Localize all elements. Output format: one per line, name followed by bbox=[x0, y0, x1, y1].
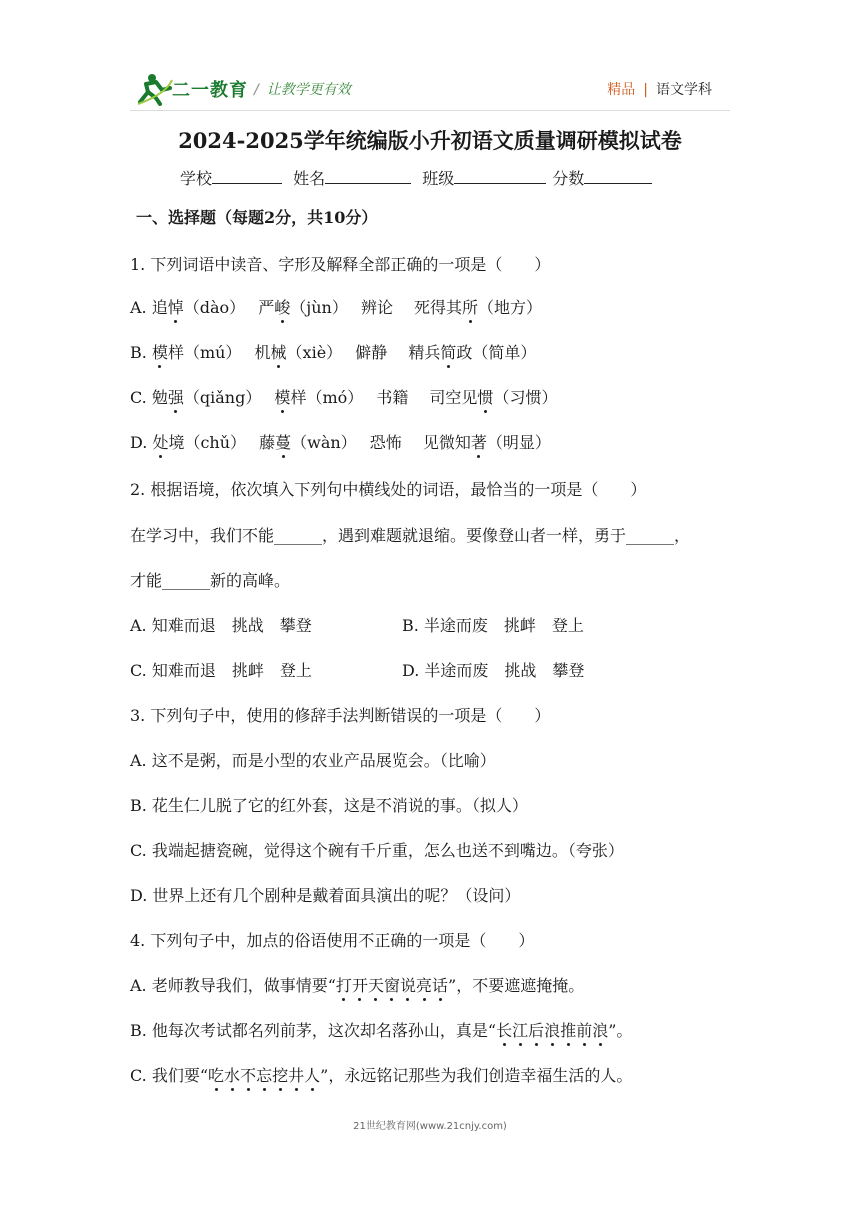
class-label: 班级 bbox=[422, 169, 455, 188]
subject-tag: 精品 | 语文学科 bbox=[607, 82, 712, 98]
q1-option-c: C. 勉强（qiǎng） 模样（mó） 书籍 司空见惯（习惯） bbox=[130, 385, 557, 408]
q4-option-b: B. 他每次考试都名列前茅，这次却名落孙山，真是“长江后浪推前浪”。 bbox=[130, 1018, 632, 1041]
logo-text: 二一教育 bbox=[172, 80, 248, 101]
slogan: / 让教学更有效 bbox=[254, 82, 351, 98]
header-divider bbox=[130, 110, 730, 111]
school-label: 学校 bbox=[180, 169, 213, 188]
student-info-line bbox=[180, 166, 658, 189]
page-footer: 21世纪教育网(www.21cnjy.com) bbox=[353, 1121, 507, 1132]
q2-context-1: 在学习中，我们不能______，遇到难题就退缩。要像登山者一样，勇于______， bbox=[130, 526, 691, 545]
score-label: 分数 bbox=[552, 169, 585, 188]
name-label: 姓名 bbox=[293, 169, 326, 188]
q1-option-d: D. 处境（chǔ） 藤蔓（wàn） 恐怖 见微知著（明显） bbox=[130, 430, 551, 453]
q3-option-c: C. 我端起搪瓷碗，觉得这个碗有千斤重，怎么也送不到嘴边。（夸张） bbox=[130, 841, 624, 860]
page-title: 2024-2025学年统编版小升初语文质量调研模拟试卷 bbox=[178, 128, 682, 153]
school-blank[interactable] bbox=[212, 167, 282, 184]
q2-context-2: 才能______新的高峰。 bbox=[130, 571, 291, 590]
q3-option-d: D. 世界上还有几个剧种是戴着面具演出的呢？（设问） bbox=[130, 886, 521, 905]
q4-stem: 4. 下列句子中，加点的俗语使用不正确的一项是（ ） bbox=[130, 931, 535, 950]
q2-option-a: A. 知难而退 挑战 攀登 bbox=[130, 616, 312, 635]
class-blank[interactable] bbox=[454, 167, 546, 184]
q2-option-d: D. 半途而废 挑战 攀登 bbox=[402, 661, 585, 680]
q4-option-a: A. 老师教导我们，做事情要“打开天窗说亮话”，不要遮遮掩掩。 bbox=[130, 973, 584, 996]
q3-option-b: B. 花生仁儿脱了它的红外套，这是不消说的事。（拟人） bbox=[130, 796, 528, 815]
q1-option-a: A. 追悼（dào） 严峻（jùn） 辨论 死得其所（地方） bbox=[130, 295, 542, 318]
name-blank[interactable] bbox=[325, 167, 411, 184]
q1-stem: 1. 下列词语中读音、字形及解释全部正确的一项是（ ） bbox=[130, 255, 551, 274]
score-blank[interactable] bbox=[584, 167, 652, 184]
q3-stem: 3. 下列句子中，使用的修辞手法判断错误的一项是（ ） bbox=[130, 706, 551, 725]
q1-option-b: B. 模样（mú） 机械（xiè） 僻静 精兵简政（简单） bbox=[130, 340, 536, 363]
page-header bbox=[0, 0, 860, 110]
q2-option-c: C. 知难而退 挑衅 登上 bbox=[130, 661, 312, 680]
q2-stem: 2. 根据语境，依次填入下列句中横线处的词语，最恰当的一项是（ ） bbox=[130, 480, 647, 499]
q2-option-b: B. 半途而废 挑衅 登上 bbox=[402, 616, 584, 635]
q3-option-a: A. 这不是粥，而是小型的农业产品展览会。（比喻） bbox=[130, 751, 496, 770]
q4-option-c: C. 我们要“吃水不忘挖井人”，永远铭记那些为我们创造幸福生活的人。 bbox=[130, 1063, 632, 1086]
section-title: 一、选择题（每题2分，共10分） bbox=[136, 208, 378, 227]
